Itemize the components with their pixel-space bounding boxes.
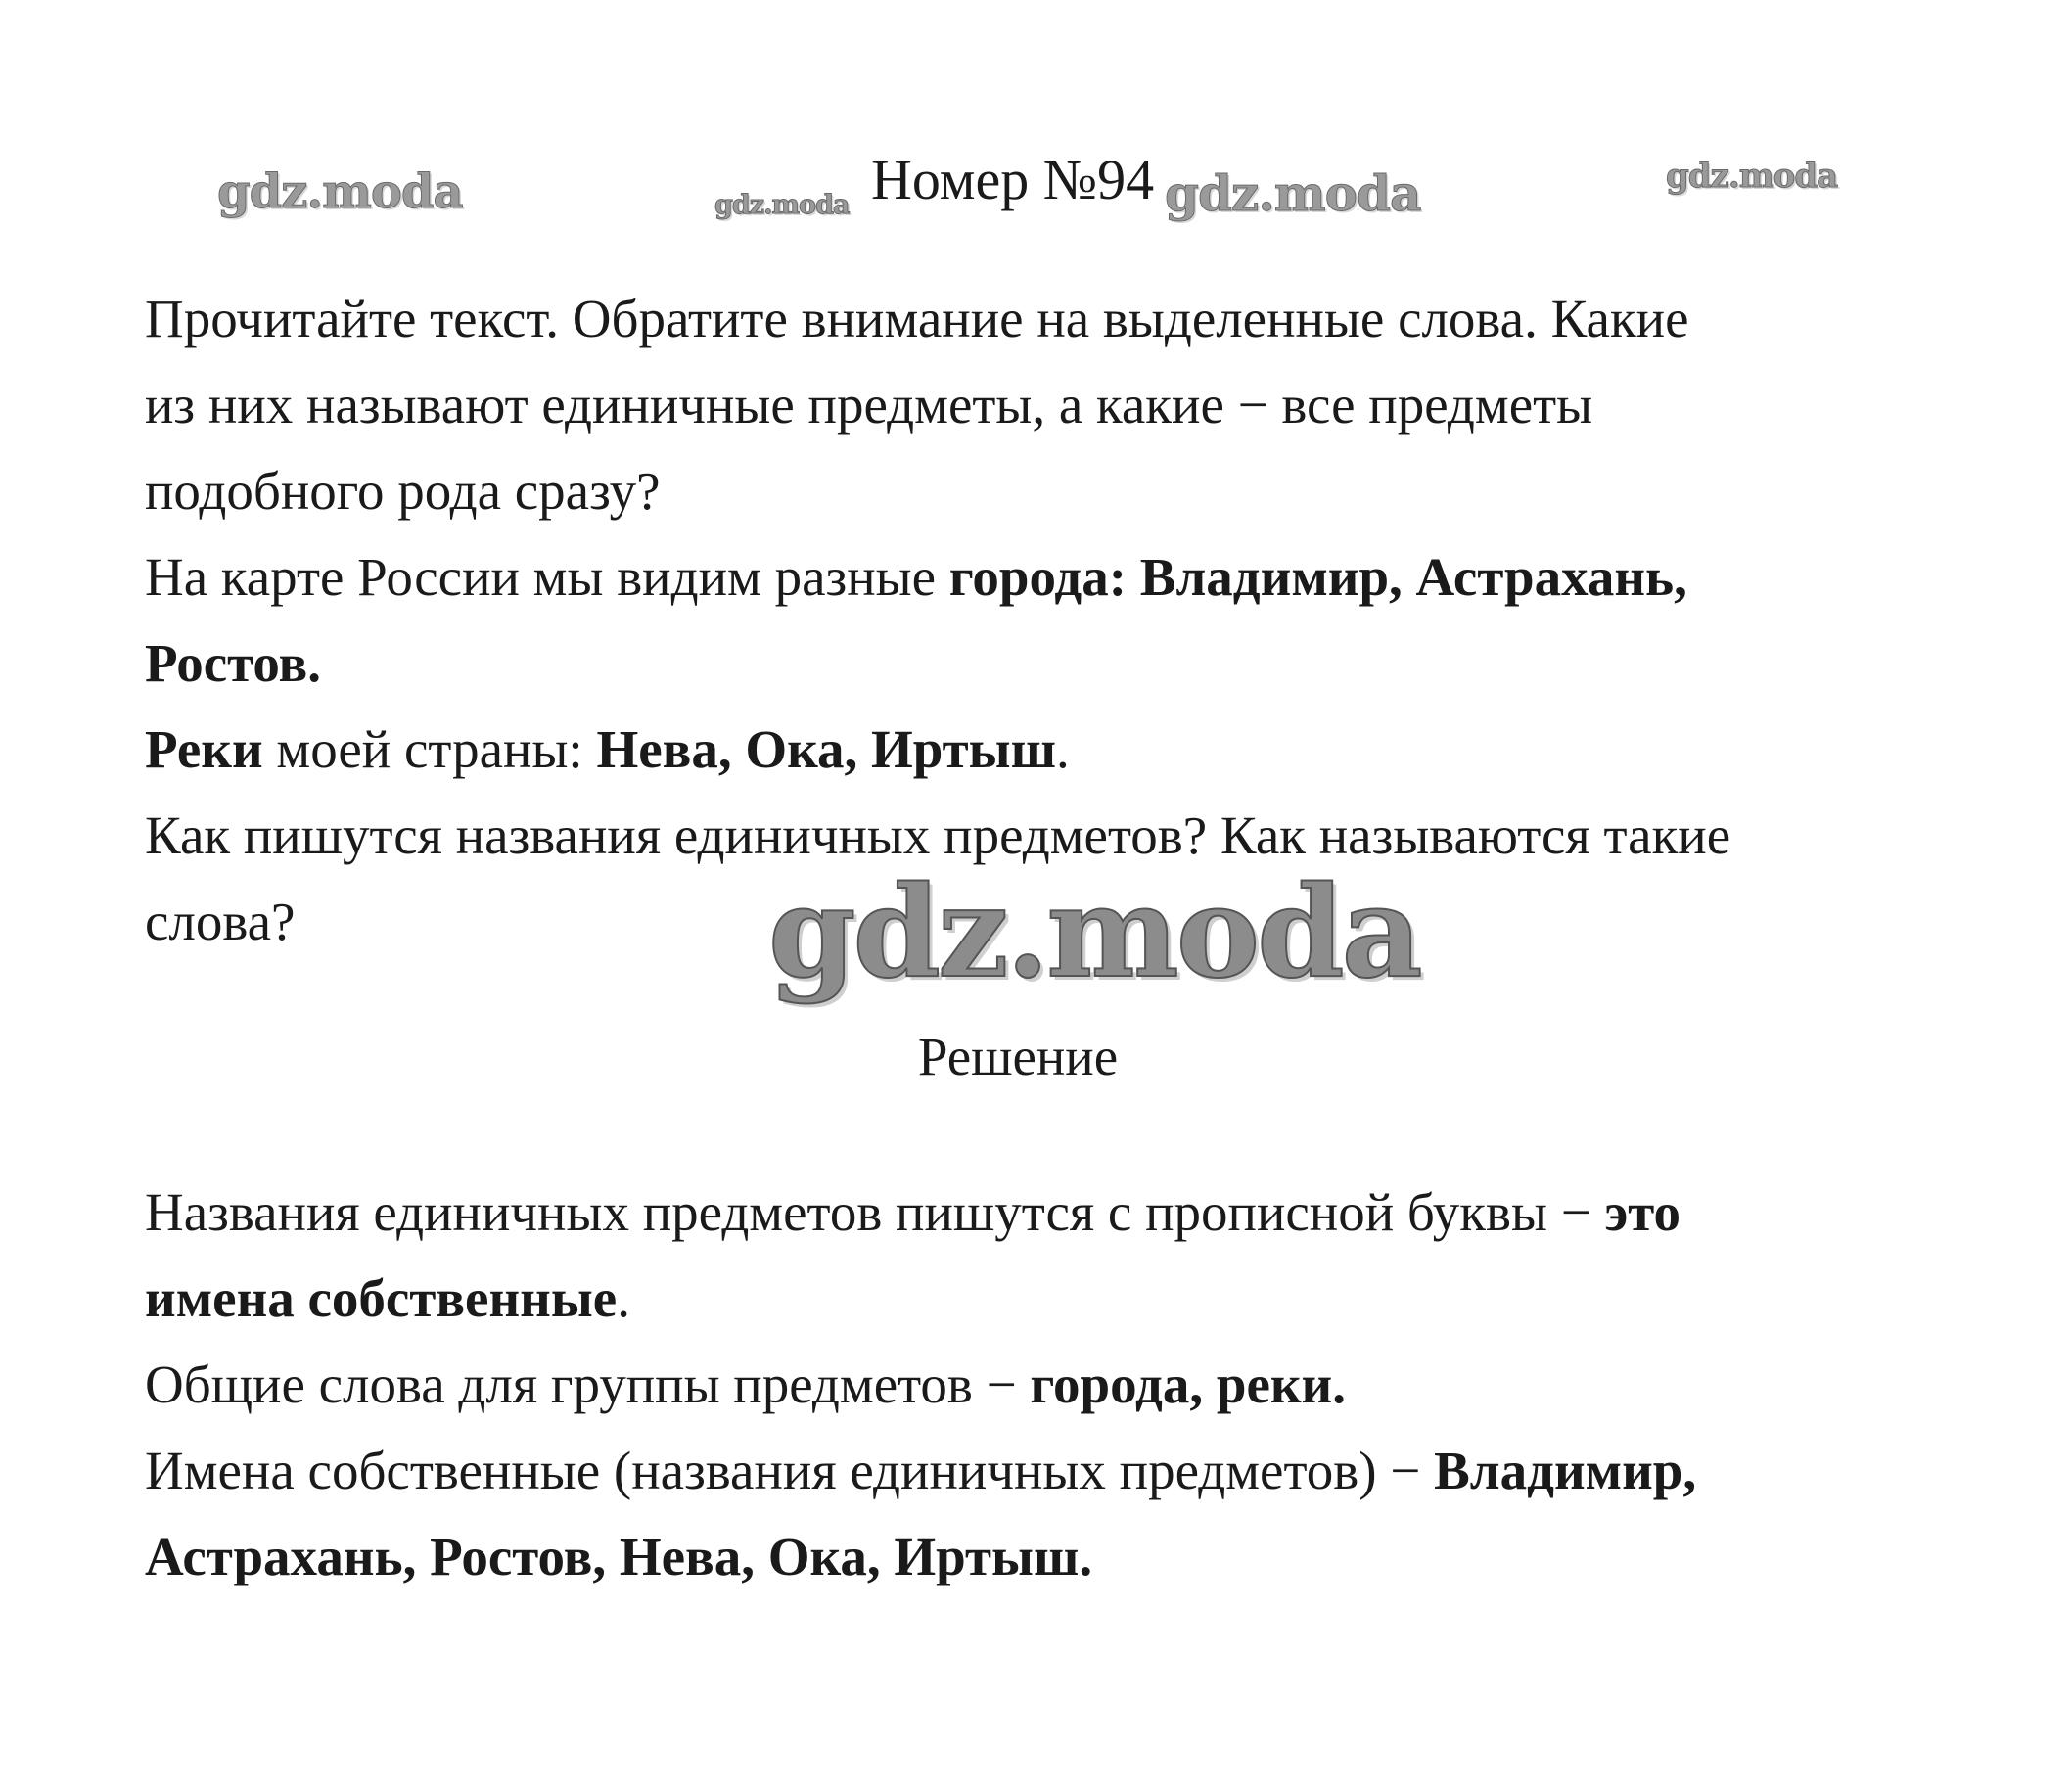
task-question: слова? bbox=[145, 892, 296, 951]
task-sentence-rivers bbox=[145, 707, 1936, 793]
answer-bold: Владимир, bbox=[1434, 1441, 1697, 1500]
answer-line bbox=[145, 1256, 1936, 1342]
answer-plain: Названия единичных предметов пишутся с прописной буквы − bbox=[145, 1182, 1605, 1242]
sentence-bold: Ростов. bbox=[145, 633, 322, 693]
watermark-logo: gdz.moda bbox=[1666, 157, 1838, 196]
page-title: Номер №94 bbox=[871, 148, 1155, 211]
sentence-plain: моей страны: bbox=[262, 719, 597, 779]
watermark-logo: gdz.moda bbox=[1165, 164, 1421, 222]
task-line: из них называют единичные предметы, а какие − все предметы bbox=[145, 375, 1593, 435]
task-line: Прочитайте текст. Обратите внимание на выделенные слова. Какие bbox=[145, 289, 1689, 348]
sentence-bold: Реки bbox=[145, 719, 263, 779]
answer-plain: . bbox=[617, 1268, 630, 1328]
answer-bold: города, реки. bbox=[1030, 1355, 1346, 1414]
solution-heading: Решение bbox=[917, 1027, 1119, 1086]
solution-text bbox=[145, 1170, 1936, 1600]
sentence-bold: Нева, Ока, Иртыш bbox=[596, 719, 1057, 779]
answer-bold: Астрахань, Ростов, Нева, Ока, Иртыш. bbox=[145, 1527, 1093, 1586]
answer-line bbox=[145, 1342, 1936, 1428]
answer-bold: это bbox=[1604, 1182, 1681, 1242]
answer-line bbox=[145, 1428, 1936, 1514]
answer-line bbox=[145, 1170, 1936, 1256]
sentence-plain: На карте России мы видим разные bbox=[145, 547, 949, 607]
task-sentence-cities bbox=[145, 534, 1936, 620]
task-question: Как пишутся названия единичных предметов? Как называются такие bbox=[145, 805, 1731, 865]
sentence-plain: . bbox=[1056, 719, 1070, 779]
task-text bbox=[145, 276, 1936, 965]
answer-plain: Имена собственные (названия единичных предметов) − bbox=[145, 1441, 1435, 1500]
task-line: подобного рода сразу? bbox=[145, 461, 661, 521]
task-sentence-cities-cont bbox=[145, 620, 1936, 707]
watermark-logo: gdz.moda bbox=[217, 164, 463, 219]
watermark-logo: gdz.moda bbox=[768, 859, 1420, 1006]
answer-bold: имена собственные bbox=[145, 1268, 618, 1328]
answer-plain: Общие слова для группы предметов − bbox=[145, 1355, 1031, 1414]
watermark-logo: gdz.moda bbox=[714, 190, 850, 220]
sentence-bold: города: Владимир, Астрахань, bbox=[948, 547, 1687, 607]
answer-line bbox=[145, 1514, 1936, 1600]
